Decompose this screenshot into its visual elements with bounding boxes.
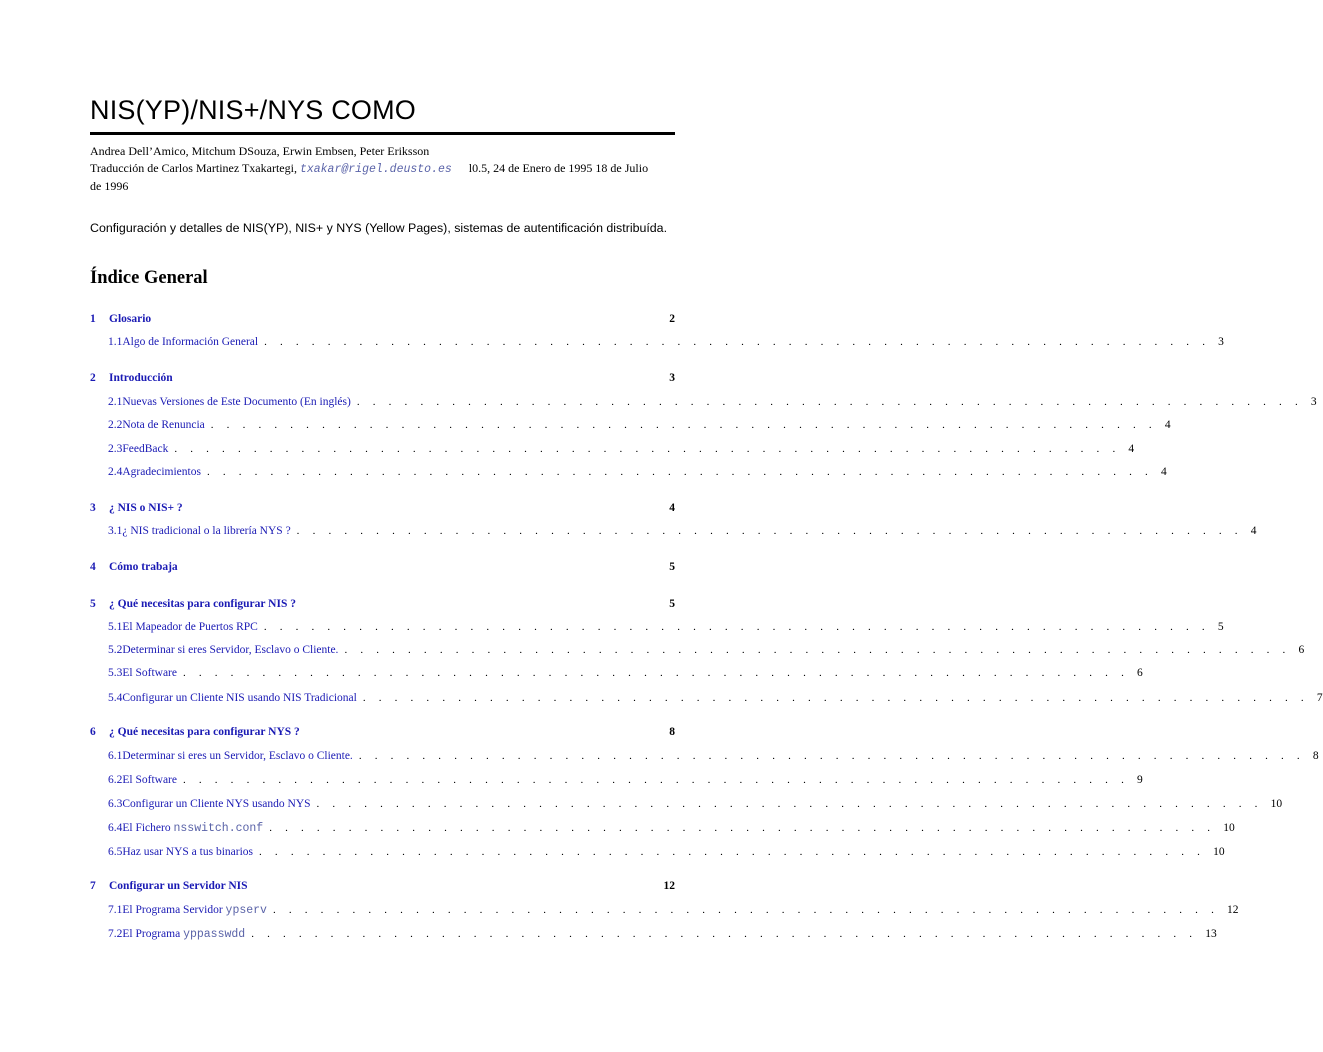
toc-entry-label: El Programa <box>122 928 181 940</box>
toc-subsection-entry[interactable] <box>90 901 1239 919</box>
toc-dot-leader: . . . . . . . . . . . . . . . . . . . . . . . . . . . . . . . . . . . . . . . . . . . . . . . . . . . . . . . . . . . . <box>344 644 1291 656</box>
toc-subsection-entry[interactable] <box>90 440 1135 458</box>
abstract: Configuración y detalles de NIS(YP), NIS+ y NYS (Yellow Pages), sistemas de autentificación distribuída. <box>90 221 668 235</box>
toc-entry-label: ¿ NIS o NIS+ ? <box>109 502 183 514</box>
toc-entry-link[interactable] <box>122 771 177 789</box>
toc-entry-link[interactable] <box>122 843 253 861</box>
toc-entry-label: El Mapeador de Puertos RPC <box>122 621 258 633</box>
toc-page-number: 6 <box>1137 667 1143 679</box>
toc-subsection-entry[interactable] <box>90 522 1257 540</box>
toc-section-entry[interactable] <box>90 558 675 576</box>
version-year: de 1996 <box>90 179 129 193</box>
toc-entry-label: Determinar si eres Servidor, Esclavo o Cliente. <box>122 644 339 656</box>
toc-page-number: 4 <box>1128 443 1135 455</box>
toc-dot-leader: . . . . . . . . . . . . . . . . . . . . . . . . . . . . . . . . . . . . . . . . . . . . . . . . . . . . . . . . . . . . <box>210 419 1157 431</box>
toc-dot-leader: . . . . . . . . . . . . . . . . . . . . . . . . . . . . . . . . . . . . . . . . . . . . . . . . . . . . . . . . . . . . <box>358 750 1305 762</box>
toc-subsection-entry[interactable] <box>90 689 1323 707</box>
toc-entry-link[interactable] <box>122 618 257 636</box>
toc-entry-label: Nuevas Versiones de Este Documento (En inglés) <box>122 396 351 408</box>
toc-entry-link[interactable] <box>122 689 356 707</box>
toc-entry-label: ¿ Qué necesitas para configurar NYS ? <box>109 726 300 738</box>
toc-entry-link[interactable] <box>122 522 290 540</box>
toc-entry-label: El Fichero <box>122 822 171 834</box>
toc-entry-link[interactable] <box>122 463 201 481</box>
toc-entry-number: 5.2 <box>108 644 123 656</box>
version-line: l0.5, 24 de Enero de 1995 18 de Julio <box>468 161 649 175</box>
toc-page-number: 10 <box>1223 822 1235 834</box>
toc-page-number: 8 <box>669 726 675 738</box>
toc-entry-label: Glosario <box>109 313 152 325</box>
toc-entry-number: 7 <box>90 880 96 892</box>
toc-entry-number: 2.2 <box>108 419 123 431</box>
toc-dot-leader: . . . . . . . . . . . . . . . . . . . . . . . . . . . . . . . . . . . . . . . . . . . . . . . . . . . . . . . . . . . . <box>182 774 1130 786</box>
toc-page-number: 3 <box>1218 336 1224 348</box>
toc-subsection-entry[interactable] <box>90 771 1143 789</box>
toc-entry-link[interactable] <box>109 595 296 613</box>
toc-entry-number: 6.2 <box>108 774 123 786</box>
toc-entry-label: Haz usar NYS a tus binarios <box>122 846 254 858</box>
toc-dot-leader: . . . . . . . . . . . . . . . . . . . . . . . . . . . . . . . . . . . . . . . . . . . . . . . . . . . . . . . . . . . . <box>356 396 1303 408</box>
toc-dot-leader: . . . . . . . . . . . . . . . . . . . . . . . . . . . . . . . . . . . . . . . . . . . . . . . . . . . . . . . . . . . . <box>264 336 1211 348</box>
toc-entry-link[interactable] <box>122 925 245 944</box>
toc-dot-leader: . . . . . . . . . . . . . . . . . . . . . . . . . . . . . . . . . . . . . . . . . . . . . . . . . . . . . . . . . . . . <box>316 798 1263 810</box>
toc-dot-leader: . . . . . . . . . . . . . . . . . . . . . . . . . . . . . . . . . . . . . . . . . . . . . . . . . . . . . . . . . . . . <box>296 525 1243 537</box>
toc-subsection-entry[interactable] <box>90 925 1217 943</box>
toc-entry-number: 1 <box>90 313 96 325</box>
toc-entry-number: 6 <box>90 726 96 738</box>
authors-line: Andrea Dell’Amico, Mitchum DSouza, Erwin Embsen, Peter Eriksson <box>90 144 430 158</box>
toc-subsection-entry[interactable] <box>90 463 1167 481</box>
toc-page-number: 9 <box>1137 774 1143 786</box>
toc-entry-link[interactable] <box>109 499 183 517</box>
toc-page-number: 5 <box>1217 621 1224 633</box>
toc-entry-link[interactable] <box>122 664 177 682</box>
toc-entry-number: 7.2 <box>108 928 123 940</box>
toc-page-number: 10 <box>1270 798 1283 810</box>
translation-prefix: Traducción de Carlos Martinez Txakartegi, <box>90 161 297 175</box>
toc-dot-leader: . . . . . . . . . . . . . . . . . . . . . . . . . . . . . . . . . . . . . . . . . . . . . . . . . . . . . . . . . . . . <box>269 822 1216 834</box>
toc-page-number: 6 <box>1298 644 1305 656</box>
toc-subsection-entry[interactable] <box>90 664 1143 682</box>
toc-subsection-entry[interactable] <box>90 618 1224 636</box>
toc-entry-number: 2.3 <box>108 443 123 455</box>
toc-entry-link[interactable] <box>122 416 204 434</box>
toc-entry-label: El Programa Servidor <box>122 904 223 916</box>
toc-section-entry[interactable] <box>90 595 675 613</box>
toc-entry-link[interactable] <box>122 440 168 458</box>
toc-entry-link[interactable] <box>122 393 350 411</box>
translator-email: txakar@rigel.deusto.es <box>299 163 452 176</box>
toc-entry-link[interactable] <box>122 901 267 920</box>
toc-page-number: 4 <box>1250 525 1257 537</box>
toc-section-entry[interactable] <box>90 877 675 895</box>
toc-page-number: 12 <box>1227 904 1239 916</box>
toc-entry-number: 6.3 <box>108 798 123 810</box>
toc-entry-link[interactable] <box>122 747 352 765</box>
toc-dot-leader: . . . . . . . . . . . . . . . . . . . . . . . . . . . . . . . . . . . . . . . . . . . . . . . . . . . . . . . . . . . . <box>272 904 1220 916</box>
toc-entry-number: 2 <box>90 372 96 384</box>
toc-entry-link[interactable] <box>109 558 178 576</box>
toc-page-number: 8 <box>1312 750 1319 762</box>
toc-entry-link[interactable] <box>122 795 310 813</box>
toc-entry-number: 4 <box>90 561 96 573</box>
toc-section-entry[interactable] <box>90 499 675 517</box>
toc-page-number: 4 <box>1161 466 1167 478</box>
toc-dot-leader: . . . . . . . . . . . . . . . . . . . . . . . . . . . . . . . . . . . . . . . . . . . . . . . . . . . . . . . . . . . . <box>174 443 1121 455</box>
toc-entry-link[interactable] <box>109 369 173 387</box>
toc-entry-number: 3 <box>90 502 96 514</box>
toc-entry-label: ¿ NIS tradicional o la librería NYS ? <box>122 525 291 537</box>
toc-entry-link[interactable] <box>109 723 300 741</box>
toc-entry-label: Introducción <box>109 372 173 384</box>
toc-entry-number: 5.1 <box>108 621 123 633</box>
toc-page-number: 4 <box>669 502 675 514</box>
toc-dot-leader: . . . . . . . . . . . . . . . . . . . . . . . . . . . . . . . . . . . . . . . . . . . . . . . . . . . . . . . . . . . . <box>251 928 1198 940</box>
toc-subsection-entry[interactable] <box>90 333 1224 351</box>
toc-entry-number: 5.3 <box>108 667 123 679</box>
document-title: NIS(YP)/NIS+/NYS COMO <box>90 95 416 125</box>
toc-page-number: 4 <box>1164 419 1171 431</box>
toc-subsection-entry[interactable] <box>90 641 1305 659</box>
toc-entry-link[interactable] <box>109 877 248 895</box>
toc-entry-number: 2.1 <box>108 396 123 408</box>
toc-heading: Índice General <box>90 268 208 288</box>
toc-page-number: 3 <box>1310 396 1317 408</box>
toc-entry-link[interactable] <box>122 641 338 659</box>
toc-entry-label: ¿ Qué necesitas para configurar NIS ? <box>109 598 296 610</box>
title-rule <box>90 132 675 135</box>
toc-page-number: 5 <box>669 598 675 610</box>
toc-page-number: 13 <box>1205 928 1217 940</box>
toc-subsection-entry[interactable] <box>90 747 1319 765</box>
toc-entry-number: 6.1 <box>108 750 123 762</box>
toc-entry-label: Nota de Renuncia <box>122 419 205 431</box>
toc-subsection-entry[interactable] <box>90 795 1283 813</box>
toc-page-number: 10 <box>1213 846 1225 858</box>
toc-entry-link[interactable] <box>122 819 263 838</box>
toc-entry-code: ypserv <box>225 904 267 917</box>
toc-entry-number: 3.1 <box>108 525 123 537</box>
toc-entry-number: 6.4 <box>108 822 123 834</box>
toc-dot-leader: . . . . . . . . . . . . . . . . . . . . . . . . . . . . . . . . . . . . . . . . . . . . . . . . . . . . . . . . . . . . <box>263 621 1210 633</box>
toc-entry-number: 5.4 <box>108 692 123 704</box>
toc-dot-leader: . . . . . . . . . . . . . . . . . . . . . . . . . . . . . . . . . . . . . . . . . . . . . . . . . . . . . . . . . . . . <box>259 846 1206 858</box>
toc-entry-number: 1.1 <box>108 336 123 348</box>
toc-entry-code: nsswitch.conf <box>173 822 264 835</box>
toc-entry-label: El Software <box>122 667 177 679</box>
toc-dot-leader: . . . . . . . . . . . . . . . . . . . . . . . . . . . . . . . . . . . . . . . . . . . . . . . . . . . . . . . . . . . . <box>182 667 1130 679</box>
toc-page-number: 3 <box>669 372 675 384</box>
toc-subsection-entry[interactable] <box>90 843 1225 861</box>
toc-entry-label: Determinar si eres un Servidor, Esclavo o Cliente. <box>122 750 353 762</box>
toc-entry-label: Configurar un Servidor NIS <box>109 880 248 892</box>
toc-subsection-entry[interactable] <box>90 416 1171 434</box>
toc-entry-label: El Software <box>122 774 177 786</box>
toc-entry-number: 7.1 <box>108 904 123 916</box>
toc-entry-number: 6.5 <box>108 846 123 858</box>
toc-entry-label: Algo de Información General <box>122 336 259 348</box>
toc-subsection-entry[interactable] <box>90 393 1317 411</box>
toc-entry-label: Agradecimientos <box>122 466 201 478</box>
toc-entry-number: 5 <box>90 598 96 610</box>
toc-page-number: 5 <box>669 561 675 573</box>
toc-entry-link[interactable] <box>109 310 151 328</box>
toc-entry-label: FeedBack <box>122 443 169 455</box>
toc-entry-link[interactable] <box>122 333 258 351</box>
toc-page-number: 2 <box>669 313 675 325</box>
toc-entry-label: Configurar un Cliente NIS usando NIS Tradicional <box>122 692 357 704</box>
toc-dot-leader: . . . . . . . . . . . . . . . . . . . . . . . . . . . . . . . . . . . . . . . . . . . . . . . . . . . . . . . . . . . . <box>362 692 1309 704</box>
toc-entry-label: Configurar un Cliente NYS usando NYS <box>122 798 311 810</box>
toc-section-entry[interactable] <box>90 310 675 328</box>
translation-line <box>90 160 675 195</box>
toc-entry-number: 2.4 <box>108 466 123 478</box>
toc-page-number: 12 <box>663 880 675 892</box>
toc-section-entry[interactable] <box>90 369 675 387</box>
toc-section-entry[interactable] <box>90 723 675 741</box>
toc-page-number: 7 <box>1316 692 1323 704</box>
toc-dot-leader: . . . . . . . . . . . . . . . . . . . . . . . . . . . . . . . . . . . . . . . . . . . . . . . . . . . . . . . . . . . . <box>206 466 1153 478</box>
toc-subsection-entry[interactable] <box>90 819 1235 837</box>
toc-entry-code: yppasswdd <box>183 928 246 941</box>
toc-entry-label: Cómo trabaja <box>109 561 178 573</box>
